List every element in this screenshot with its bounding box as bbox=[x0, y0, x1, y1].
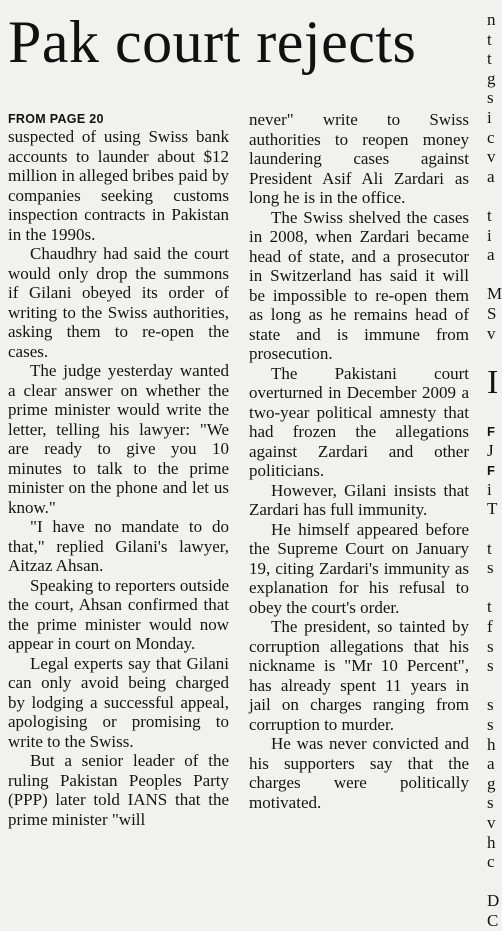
fragment-letter: a bbox=[487, 754, 495, 774]
paragraph: But a senior leader of the ruling Pakistan Peoples Party (PPP) later told IANS that the prime minister "will bbox=[8, 751, 229, 829]
fragment-letter: s bbox=[487, 558, 494, 578]
paragraph: The Swiss shelved the cases in 2008, when Zardari became head of state, and a prosecutor in Switzerland has said it will be impossible to re-open them as long as he remains head of state and is immune from prosecution. bbox=[249, 207, 469, 363]
fragment-letter: s bbox=[487, 695, 494, 715]
fragment-letter bbox=[487, 403, 501, 423]
fragment-letter bbox=[487, 186, 501, 206]
fragment-letter: t bbox=[487, 597, 492, 617]
fragment-letter: i bbox=[487, 107, 492, 127]
fragment-letter: T bbox=[487, 499, 498, 519]
fragment-letter bbox=[487, 578, 501, 598]
fragment-letter: a bbox=[487, 166, 495, 186]
fragment-letter: s bbox=[487, 636, 494, 656]
article-column-2 bbox=[249, 110, 469, 812]
fragment-letter: s bbox=[487, 88, 494, 108]
fragment-letter: t bbox=[487, 205, 492, 225]
fragment-letter: i bbox=[487, 225, 492, 245]
article-column-1 bbox=[8, 112, 229, 829]
fragment-letter: I bbox=[487, 363, 499, 401]
fragment-letter: h bbox=[487, 832, 496, 852]
fragment-letter: F bbox=[487, 462, 495, 478]
fragment-letter: h bbox=[487, 734, 496, 754]
fragment-letter: n bbox=[487, 10, 496, 29]
fragment-letter: s bbox=[487, 715, 494, 734]
paragraph: He himself appeared before the Supreme Court on January 19, citing Zardari's immunity as explanation for his refusal to obey the court's order. bbox=[249, 519, 469, 617]
fragment-letter bbox=[487, 676, 501, 696]
headline: Pak court rejects bbox=[8, 9, 417, 75]
fragment-letter: v bbox=[487, 323, 496, 343]
paragraph: never" write to Swiss authorities to reopen money laundering cases against President Asif Ali Zardari as long he is in the office. bbox=[249, 110, 469, 207]
paragraph: The Pakistani court overturned in December 2009 a two-year political amnesty that had frozen the allegations against Zardari and other politicians. bbox=[249, 363, 469, 480]
paragraph: He was never convicted and his supporters say that the charges were politically motivated. bbox=[249, 734, 469, 812]
fragment-letter: S bbox=[487, 303, 497, 323]
fragment-letter: s bbox=[487, 656, 494, 676]
fragment-letter bbox=[487, 519, 501, 539]
fragment-letter: t bbox=[487, 538, 492, 558]
paragraph: "I have no mandate to do that," replied Gilani's lawyer, Aitzaz Ahsan. bbox=[8, 517, 229, 575]
fragment-letter: v bbox=[487, 812, 496, 832]
paragraph: Legal experts say that Gilani can only avoid being charged by lodging a successful appeal, apologising or promising to write to the Swiss. bbox=[8, 653, 229, 751]
fragment-letter bbox=[487, 872, 501, 892]
fragment-letter: g bbox=[487, 68, 496, 88]
continuation-label: FROM PAGE 20 bbox=[8, 112, 104, 126]
fragment-letter: t bbox=[487, 49, 492, 69]
fragment-letter: a bbox=[487, 245, 495, 265]
fragment-letter bbox=[487, 265, 501, 285]
fragment-letter: i bbox=[487, 479, 492, 499]
paragraph: However, Gilani insists that Zardari has full immunity. bbox=[249, 480, 469, 519]
paragraph: Speaking to reporters outside the court, Ahsan confirmed that the prime minister would now appear in court on Monday. bbox=[8, 575, 229, 653]
fragment-letter: f bbox=[487, 617, 493, 637]
fragment-letter: s bbox=[487, 793, 494, 813]
fragment-letter: c bbox=[487, 127, 495, 147]
fragment-letter bbox=[487, 343, 501, 363]
fragment-letter: F bbox=[487, 424, 495, 440]
fragment-letter: g bbox=[487, 773, 496, 793]
adjacent-column-fragment bbox=[487, 10, 501, 931]
fragment-letter: M bbox=[487, 284, 502, 304]
fragment-letter: C bbox=[487, 910, 499, 930]
fragment-letter: D bbox=[487, 891, 500, 911]
paragraph: The president, so tainted by corruption allegations that his nickname is "Mr 10 Percent", has already spent 11 years in jail on charges ranging from corruption to murder. bbox=[249, 617, 469, 734]
paragraph: Chaudhry had said the court would only drop the summons if Gilani obeyed its order of writing to the Swiss authorities, asking them to re-open the cases. bbox=[8, 244, 229, 361]
fragment-letter: J bbox=[487, 441, 494, 461]
fragment-letter: t bbox=[487, 29, 492, 49]
fragment-letter: v bbox=[487, 147, 496, 167]
fragment-letter: c bbox=[487, 852, 495, 872]
paragraph: The judge yesterday wanted a clear answer on whether the prime minister would write the letter, telling his lawyer: "We are ready to give you 10 minutes to talk to the prime minister on the phone and let us know." bbox=[8, 361, 229, 517]
paragraph: suspected of using Swiss bank accounts to launder about $12 million in alleged bribes paid by companies seeking customs inspection contracts in Pakistan in the 1990s. bbox=[8, 127, 229, 244]
